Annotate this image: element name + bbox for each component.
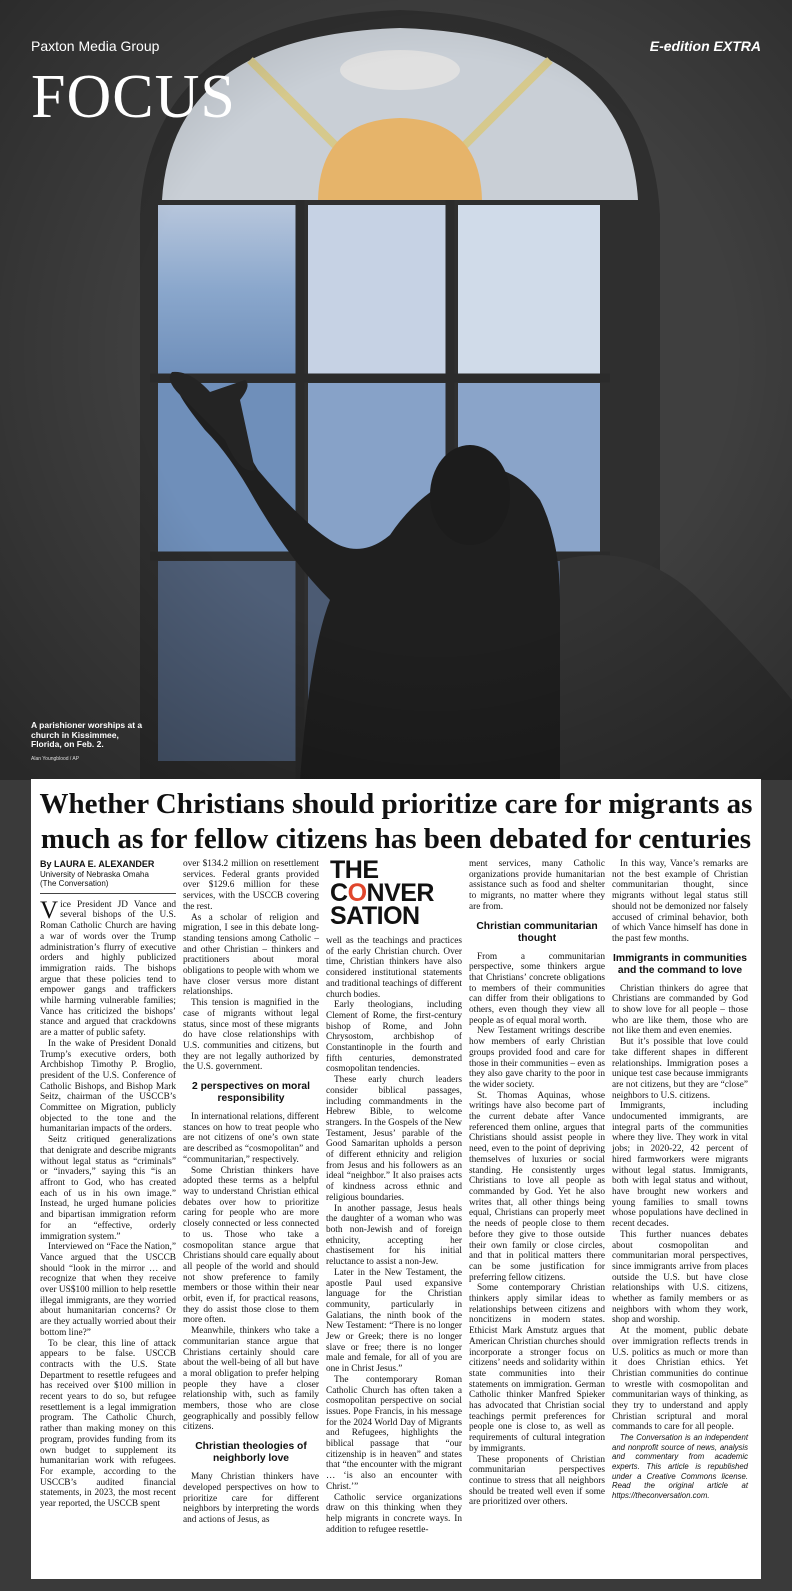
section-title: FOCUS: [31, 63, 236, 131]
paragraph: This tension is magnified in the case of migrants without legal status, since most of these migrants do have close relationships with U.S. communities and citizens, but they are not legally authorized by the U.S. government.: [183, 998, 319, 1073]
drop-cap: V: [40, 896, 59, 924]
column-4: [469, 859, 605, 1508]
logo-line: CONVER: [330, 879, 434, 907]
paragraph: Early theologians, including Clement of Rome, the first-century bishop of Rome, and John Chrysostom, archbishop of Constantinople in the fourth and fifth centuries, demonstrated cosmopolitan tendencies.: [326, 1000, 462, 1075]
paragraph: New Testament writings describe how members of early Christian groups provided food and care for those in their communities – even as they also gave charity to the poor in the wider society.: [469, 1026, 605, 1090]
paragraph: Christian thinkers do agree that Christians are commanded by God to show love for all people – those who are like them, those who are not like them and even enemies.: [612, 983, 748, 1037]
paragraph: Later in the New Testament, the apostle Paul used expansive language for the Christian community, particularly in Galatians, the ninth book of the New Testament: “There is no longer Jew or Greek; there is no longer slave or free; there is no longer male and female, for all of you are one in Christ Jesus.”: [326, 1267, 462, 1375]
brand-name: Paxton Media Group: [31, 38, 160, 54]
column-1: [40, 859, 176, 1510]
photo-caption: A parishioner worships at a church in Kissimmee, Florida, on Feb. 2.: [31, 720, 143, 749]
paragraph: Seitz critiqued generalizations that denigrate and describe migrants without legal status as “criminals” or “invaders,” saying this “is an affront to God, who has created each of us in his own image.” Instead, he urged humane policies and bipartisan immigration reform for an “effective, orderly immigration system.”: [40, 1135, 176, 1242]
paragraph: At the moment, public debate over immigration reflects trends in U.S. politics as much or more than it does Christian ethics. Yet Christian communities do continue to wrestle with cosmopolitan and communitarian ways of thinking, as they try to understand and apply Christian scriptural and moral commands to care for all people.: [612, 1326, 748, 1433]
logo-o-mark: O: [347, 879, 367, 907]
paragraph: As a scholar of religion and migration, I see in this debate long-standing tensions among Catholic – and other Christian – thinkers and practitioners about moral obligations to people with whom we have closer versus more distant relationships.: [183, 912, 319, 998]
paragraph: Catholic service organizations draw on this thinking when they help migrants in concrete ways. In addition to refugee resettle-: [326, 1492, 462, 1535]
paragraph: To be clear, this line of attack appears to be false. USCCB contracts with the U.S. State Department to resettle refugees and has received over $100 million in recent years to do so, but refugee resettlement is a legal immigration program. The Catholic Church, rather than making money on this program, provides funding from its own budget to supplement its humanitarian work with refugees. For example, according to the USCCB’s audited financial statements, in 2023, the most recent year reported, the USCCB spent: [40, 1338, 176, 1510]
article: [31, 779, 761, 1579]
subhead-neighborly-love: Christian theologies of neighborly love: [195, 1441, 307, 1465]
subhead-command-to-love: Immigrants in communities and the command to love: [613, 952, 747, 976]
byline: By LAURA E. ALEXANDER: [40, 859, 155, 869]
paragraph: In this way, Vance’s remarks are not the best example of Christian communitarian thought, since migrants without legal status still should not be demonized nor falsely accused of criminal behavior, both of which Vance himself has done in the past few months.: [612, 859, 748, 944]
paragraph: In international relations, different stances on how to treat people who are not citizens of one’s own state are described as “cosmopolitan” and “communitarian,” respectively.: [183, 1112, 319, 1165]
column-5: [612, 859, 748, 1500]
paragraph: These early church leaders consider biblical passages, including commandments in the Hebrew Bible, to welcome strangers. In the Gospels of the New Testament, Jesus’ parable of the Good Samaritan upholds a person of different ethnicity and religion from Jesus and his followers as an ideal “neighbor.” It also praises acts of kindness across ethnic and religious boundaries.: [326, 1075, 462, 1203]
paragraph: well as the teachings and practices of the early Christian church. Over time, Christian thinkers have also considered institutional statements and traditional teachings of different church bodies.: [326, 936, 462, 1000]
article-source: (The Conversation): [40, 879, 109, 889]
paragraph: Interviewed on “Face the Nation,” Vance argued that the USCCB should “look in the mirror … and recognize that when they receive over US$100 million to help resettle illegal immigrants, are they worried about humanitarian concerns? Or are they actually worried about their bottom line?”: [40, 1242, 176, 1338]
subhead-moral-responsibility: 2 perspectives on moral responsibility: [192, 1081, 310, 1105]
paragraph: The contemporary Roman Catholic Church has often taken a cosmopolitan perspective on social issues. Pope Francis, in his message for the 2024 World Day of Migrants and Refugees, highlights the biblical passage that “our citizenship is in heaven” and states that “the encounter with the migrant … ‘is also an encounter with Christ.’”: [326, 1374, 462, 1492]
paragraph: ment services, many Catholic organizations provide humanitarian assistance such as food and shelter to migrants, no matter where they are from.: [469, 859, 605, 912]
paragraph: From a communitarian perspective, some thinkers argue that Christians’ concrete obligations to members of their communities can differ from their obligations to others, even though they view all people as of equal moral worth.: [469, 951, 605, 1026]
paragraph: Vice President JD Vance and several bishops of the U.S. Roman Catholic Church are having a war of words over the Trump administration’s flurry of executive orders and highly publicized immigration raids. The bishops argue that these policies tend to empower gangs and traffickers while harming vulnerable families; Vance has criticized the bishops’ stance and argued that crackdowns are a matter of public safety.: [40, 896, 176, 1039]
the-conversation-logo: [330, 856, 462, 930]
paragraph: But it’s possible that love could take different shapes in different relationships. Immigration poses a unique test case because immigrants are not citizens, but they are “close” neighbors to U.S. citizens.: [612, 1037, 748, 1101]
column-3: [326, 856, 462, 1535]
photo-credit: Alan Youngblood / AP: [31, 756, 80, 762]
paragraph: over $134.2 million on resettlement services. Federal grants provided over $129.6 million for these services, with the USCCB covering the rest.: [183, 859, 319, 912]
paragraph: Immigrants, including undocumented immigrants, are integral parts of the communities where they live. They work in vital jobs; in 2020-22, 42 percent of hired farmworkers were migrants without legal status. Immigrants, both with legal status and without, have brought new workers and young families to small towns whose populations have declined in recent decades.: [612, 1101, 748, 1230]
edition-label: E-edition EXTRA: [649, 38, 761, 54]
hero-photo: [0, 0, 792, 780]
subhead-communitarian: Christian communitarian thought: [476, 920, 598, 944]
paragraph: In another passage, Jesus heals the daughter of a woman who was both non-Jewish and of foreign ethnicity, accepting her chastisement for his initial reluctance to assist a non-Jew.: [326, 1203, 462, 1268]
logo-line: THE: [330, 856, 379, 884]
byline-divider: [40, 893, 176, 894]
headline: Whether Christians should prioritize care for migrants as much as for fellow citizens has been debated for centuries: [39, 788, 753, 855]
column-2: [183, 859, 319, 1526]
paragraph: Some contemporary Christian thinkers apply similar ideas to relationships between citizens and noncitizens in modern states. Ethicist Mark Amstutz argues that American Christian churches should incorporate a stronger focus on citizens’ needs and solidarity within state communities into their statements on immigration. German Catholic thinker Manfred Spieker has advocated that Christian social teachings permit preferences for people one is close to, as well as requirements of cultural integration by immigrants.: [469, 1283, 605, 1454]
paragraph: In the wake of President Donald Trump’s executive orders, both Archbishop Timothy P. Broglio, president of the U.S. Conference of Catholic Bishops, and Bishop Mark Seitz, chairman of the USCCB’s Committee on Migration, publicly objected to the tone and the humanitarian impacts of the orders.: [40, 1038, 176, 1135]
logo-line: SATION: [330, 902, 420, 930]
author-affiliation: University of Nebraska Omaha: [40, 869, 149, 879]
paragraph: Many Christian thinkers have developed perspectives on how to prioritize care for different neighbors by interpreting the words and actions of Jesus, as: [183, 1472, 319, 1525]
paragraph: Meanwhile, thinkers who take a communitarian stance argue that Christians certainly should care about the well-being of all but have a moral obligation to prefer helping people they have a closer relationship with, such as family members, those who are close geographically and possibly fellow citizens.: [183, 1326, 319, 1433]
paragraph: Some Christian thinkers have adopted these terms as a helpful way to understand Christian ethical debates over how to prioritize caring for people who are more closely connected or less connected to us. Those who take a cosmopolitan stance argue that Christians should care equally about all people of the world and should not show preference to family members or those within their near orbit, even if, for practical reasons, they do assist those close to them more often.: [183, 1165, 319, 1326]
paragraph: This further nuances debates about cosmopolitan and communitarian moral perspectives, since immigrants arrive from places outside the U.S. but have close relationships with U.S. citizens, whether as family members or as neighbors with whom they work, shop and worship.: [612, 1229, 748, 1326]
paragraph: St. Thomas Aquinas, whose writings have also become part of the current debate after Vance referenced them online, argues that Christians should assist people in need, even to the point of depriving themselves of luxuries or social standing. He consistently urges Christians to love all people as commanded by God. Yet he also writes that, all other things being equal, Christians can properly meet the needs of people close to them before they give to those outside their own family or close circles, and that in political matters there can be some justification for preferring fellow citizens.: [469, 1090, 605, 1283]
publisher-note: The Conversation is an independent and nonprofit source of news, analysis and commentary from academic experts. This article is republished under a Creative Commons license. Read the original article at https://theconversation.com.: [612, 1433, 748, 1500]
paragraph: These proponents of Christian communitarian perspectives continue to stress that all neighbors should be treated well even if some are prioritized over others.: [469, 1454, 605, 1508]
